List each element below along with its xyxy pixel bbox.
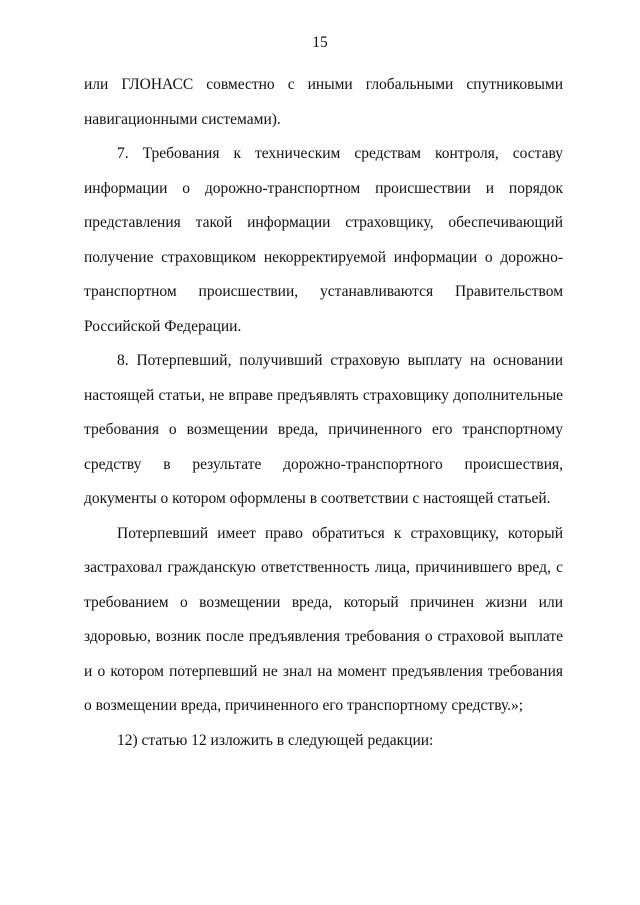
paragraph-amendment-12: 12) статью 12 изложить в следующей редакции: — [117, 731, 434, 749]
paragraph-victim-rights: Потерпевший имеет право обратиться к страховщику, который застраховал гражданскую ответственность лица, причинившего вред, с требованием о возмещении вреда, который причинен жизни или здоровью, возник после предъявления требования о страховой выплате и о котором потерпевший не знал на момент предъявления требования о возмещении вреда, причиненного его транспортному средству.»; — [84, 524, 563, 714]
page-number: 15 — [312, 34, 328, 51]
paragraph-item-8: 8. Потерпевший, получивший страховую выплату на основании настоящей статьи, не вправе предъявлять страховщику дополнительные требования о возмещении вреда, причиненного его транспортному средству в результате дорожно-транспортного происшествия, документы о котором оформлены в соответствии с настоящей статьей. — [84, 352, 563, 507]
paragraph-continuation: или ГЛОНАСС совместно с иными глобальными спутниковыми навигационными системами). — [84, 76, 563, 128]
document-body — [84, 68, 563, 758]
paragraph-item-7: 7. Требования к техническим средствам контроля, составу информации о дорожно-транспортном происшествии и порядок представления такой информации страховщику, обеспечивающий получение страховщиком некорректируемой информации о дорожно-транспортном происшествии, устанавливаются Правительством Российской Федерации. — [84, 145, 563, 335]
